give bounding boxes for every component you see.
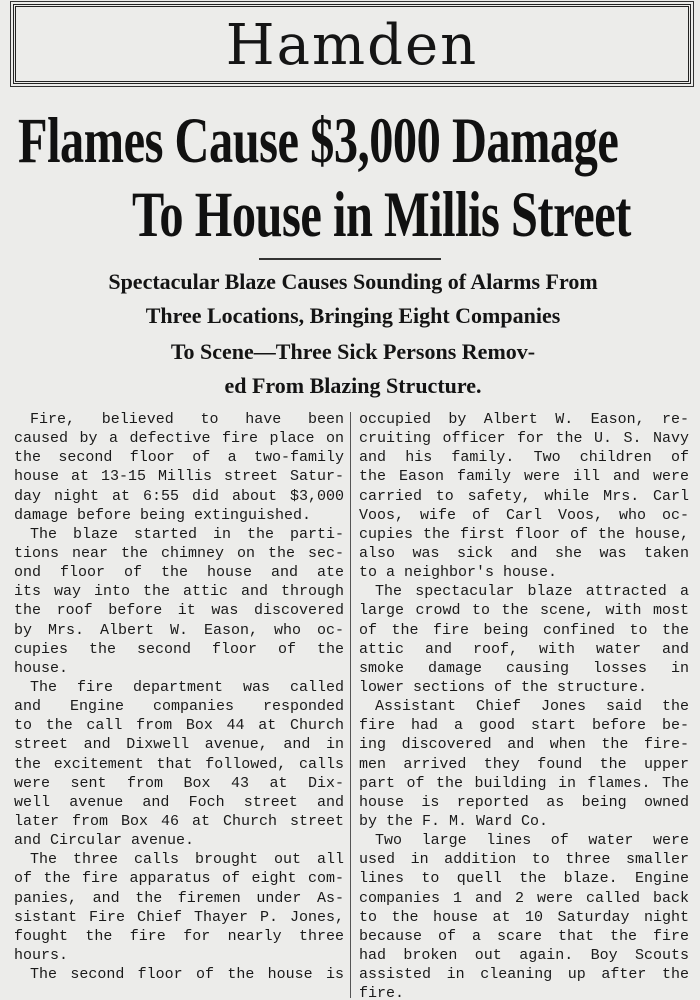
article-line: the second floor of a two-family — [14, 449, 344, 467]
article-line: assisted in cleaning up after the — [359, 966, 689, 984]
article-line: large crowd to the scene, with most — [359, 602, 689, 620]
article-line: sistant Fire Chief Thayer P. Jones, — [14, 908, 344, 926]
article-line: by the F. M. Ward Co. — [359, 812, 549, 830]
article-line: the roof before it was discovered — [14, 602, 344, 620]
deck-line-2: Three Locations, Bringing Eight Companies — [145, 303, 561, 328]
article-line: Two large lines of water were — [375, 832, 689, 850]
article-line: companies 1 and 2 were called back — [359, 889, 689, 907]
article-line: also was sick and she was taken — [359, 544, 689, 562]
article-line: cupies the second floor of the — [14, 640, 344, 658]
article-line: The second floor of the house is — [30, 966, 344, 984]
deck-line-3: To Scene—Three Sick Persons Remov- — [170, 339, 536, 364]
article-line: smoke damage causing losses in — [359, 659, 689, 677]
article-line: caused by a defective fire place on — [14, 430, 344, 448]
article-line: The fire department was called — [30, 678, 344, 696]
article-line: street and Dixwell avenue, and in — [14, 736, 344, 754]
article-column-right — [359, 410, 689, 1000]
article-column-left — [14, 410, 344, 984]
article-line: to a neighbor's house. — [359, 564, 558, 582]
article-line: its way into the attic and through — [14, 583, 344, 601]
deck-line-4: ed From Blazing Structure. — [224, 373, 482, 398]
article-line: lines to quell the blaze. Engine — [359, 870, 689, 888]
section-title: Hamden — [225, 13, 479, 78]
article-line: because of a scare that the fire — [359, 927, 689, 945]
article-line: to the call from Box 44 at Church — [14, 717, 344, 735]
article-line: and Circular avenue. — [14, 832, 195, 850]
article-line: The spectacular blaze attracted a — [375, 583, 689, 601]
article-line: fought the fire for nearly three — [14, 927, 344, 945]
article-line: by Mrs. Albert W. Eason, who oc- — [14, 621, 344, 639]
article-line: ing discovered and when the fire- — [359, 736, 689, 754]
article-line: Fire, believed to have been — [30, 411, 344, 428]
article-line: part of the building in flames. The — [359, 774, 689, 792]
article-line: were sent from Box 43 at Dix- — [14, 774, 344, 792]
article-line: later from Box 46 at Church street — [14, 812, 344, 830]
headline-line-2: To House in Millis Street — [132, 179, 631, 251]
article-line: day night at 6:55 did about $3,000 — [14, 487, 344, 505]
article-line: ond floor of the house and ate — [14, 564, 344, 582]
section-banner — [13, 4, 691, 84]
article-line: fire had a good start before be- — [359, 717, 689, 735]
article-line: the excitement that followed, calls — [14, 755, 344, 773]
deck-line-1: Spectacular Blaze Causes Sounding of Alarms From — [108, 269, 598, 294]
article-line: hours. — [14, 946, 69, 964]
article-line: panies, and the firemen under As- — [14, 889, 344, 907]
headline-divider — [259, 258, 441, 260]
column-divider — [350, 412, 351, 998]
article-line: of the fire apparatus of eight com- — [14, 870, 344, 888]
article-line: fire. — [359, 985, 405, 1000]
article-line: Assistant Chief Jones said the — [375, 698, 689, 716]
article-line: and Engine companies responded — [14, 698, 344, 716]
article-line: The blaze started in the parti- — [30, 525, 344, 543]
article-line: house. — [14, 659, 69, 677]
article-line: and his family. Two children of — [359, 449, 689, 467]
article-line: house at 13-15 Millis street Satur- — [14, 468, 344, 486]
article-line: cupies the first floor of the house, — [359, 525, 689, 543]
article-line: the Eason family were ill and were — [359, 468, 689, 486]
article-line: well avenue and Foch street and — [14, 793, 344, 811]
article-line: carried to safety, while Mrs. Carl — [359, 487, 689, 505]
article-line: men arrived they found the upper — [359, 755, 689, 773]
article-line: cruiting officer for the U. S. Navy — [359, 430, 689, 448]
article-line: Voos, wife of Carl Voos, who oc- — [359, 506, 689, 524]
headline-line-1: Flames Cause $3,000 Damage — [18, 105, 619, 177]
article-line: used in addition to three smaller — [359, 851, 689, 869]
article-line: The three calls brought out all — [30, 851, 344, 869]
article-line: had broken out again. Boy Scouts — [359, 946, 689, 964]
article-line: to the house at 10 Saturday night — [359, 908, 689, 926]
article-line: house is reported as being owned — [359, 793, 689, 811]
article-line: occupied by Albert W. Eason, re- — [359, 411, 689, 428]
article-line: of the fire being confined to the — [359, 621, 689, 639]
article-line: attic and roof, with water and — [359, 640, 689, 658]
article-line: lower sections of the structure. — [359, 678, 648, 696]
article-line: tions near the chimney on the sec- — [14, 544, 344, 562]
article-line: damage before being extinguished. — [14, 506, 312, 524]
